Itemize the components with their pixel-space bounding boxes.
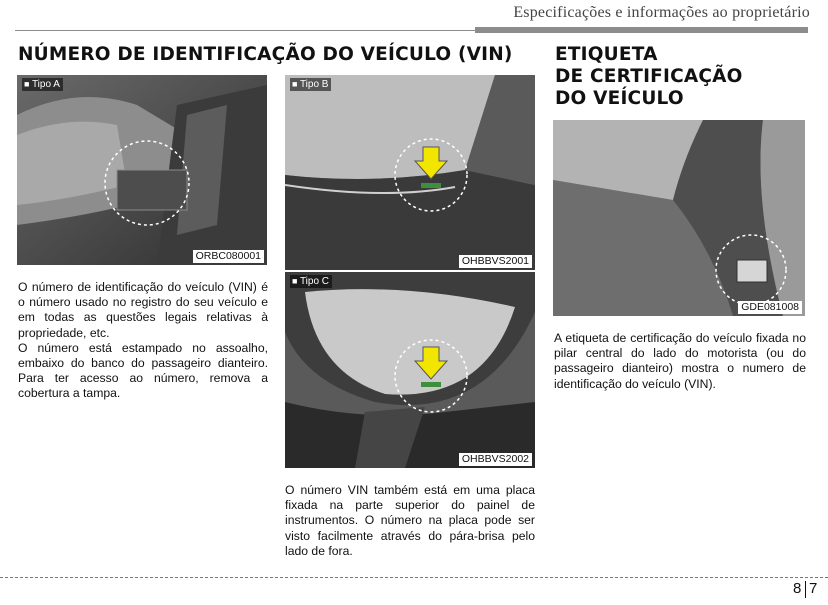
header-rule [15,30,475,31]
cert-section-title [555,44,815,110]
vin-paragraph-3: O número VIN também está em uma placa fixada na parte superior do painel de instrumentos. O número na placa pode ser visto facilmente através do pára-brisa pelo lado de fora. [285,483,535,558]
figure-code: GDE081008 [738,301,802,314]
figure-certification-label [553,120,805,316]
figure-code: ORBC080001 [193,250,264,263]
vin-section-title: NÚMERO DE IDENTIFICAÇÃO DO VEÍCULO (VIN) [18,44,513,65]
seat-floor-illustration [17,75,267,265]
page-number: 7 [809,580,818,597]
figure-type-label: ■ Tipo A [22,78,63,91]
cert-title-line-1: ETIQUETA [555,44,658,65]
figure-code: OHBBVS2001 [459,255,532,268]
page-number-divider [805,581,806,598]
figure-type-c [285,272,535,468]
running-header: Especificações e informações ao proprietário [513,4,810,21]
vin-description [18,280,268,402]
windshield-illustration [285,75,535,270]
cert-title-line-2: DE CERTIFICAÇÃO [555,66,743,87]
figure-type-label: ■ Tipo B [290,78,331,91]
cert-paragraph: A etiqueta de certificação do veículo fixada no pilar central do lado do motorista (ou do passageiro dianteiro) mostra o numero de identificação do veículo (VIN). [554,331,806,391]
vin-paragraph-1: O número de identificação do veículo (VIN) é o número usado no registro do seu veículo e em todas as questões legais relativas à propriedade, etc. [18,280,268,340]
figure-code: OHBBVS2002 [459,453,532,466]
vin-plate-description [285,483,535,559]
dashboard-plate-illustration [285,272,535,468]
figure-type-a [17,75,267,265]
b-pillar-illustration [553,120,805,316]
header-rule-bar [475,27,808,33]
vin-paragraph-2: O número está estampado no assoalho, embaixo do banco do passageiro dianteiro. Para ter acesso ao número, remova a cobertura a tampa. [18,340,268,401]
figure-type-label: ■ Tipo C [290,275,332,288]
footer-rule [0,577,828,578]
cert-title-line-3: DO VEÍCULO [555,88,684,109]
chapter-number: 8 [793,580,802,597]
figure-type-b [285,75,535,270]
cert-description [554,331,806,392]
